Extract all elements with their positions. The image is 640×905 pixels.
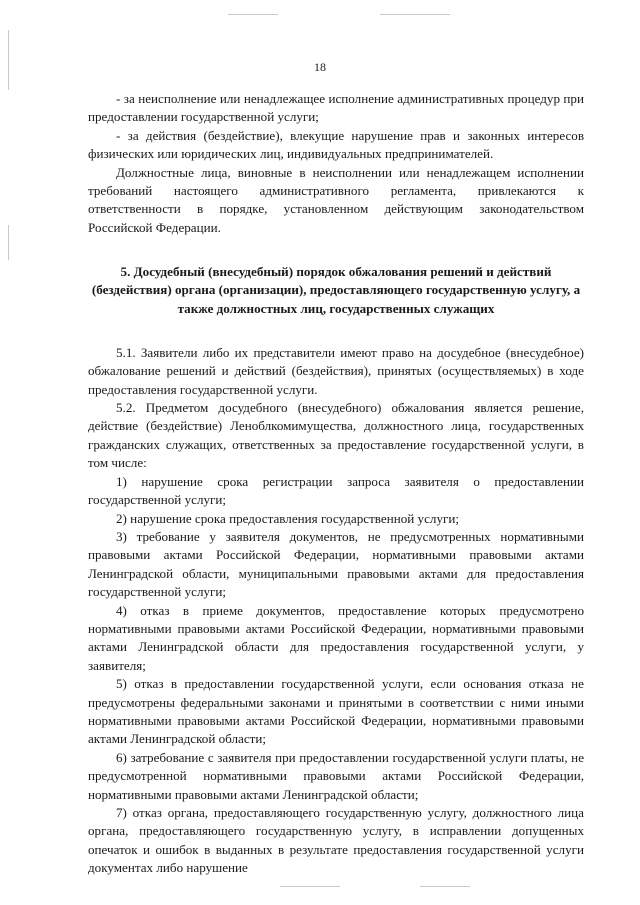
paragraph-5-1: 5.1. Заявители либо их представители имеют право на досудебное (внесудебное) обжалование решений и действий (бездействия), принятых (осуществляемых) в ходе предоставления государственной услуги.	[88, 344, 584, 397]
list-item-3: 3) требование у заявителя документов, не предусмотренных нормативными правовыми актами Российской Федерации, нормативными правовыми актами Ленинградской области, муниципальными правовыми актами для предоставления государственной услуги;	[88, 528, 584, 600]
list-item-1: 1) нарушение срока регистрации запроса заявителя о предоставлении государственной услуги;	[88, 473, 584, 508]
list-item-4: 4) отказ в приеме документов, предоставление которых предусмотрено нормативными правовыми актами Российской Федерации, нормативными правовыми актами Ленинградской области для предоставления государственной услуги, у заявителя;	[88, 602, 584, 673]
section-5-heading: 5. Досудебный (внесудебный) порядок обжалования решений и действий (бездействия) органа (организации), предоставляющего государственную услугу, а также должностных лиц, государственных служащих	[91, 264, 581, 316]
scan-edge-mark	[8, 225, 9, 260]
list-item-2: 2) нарушение срока предоставления государственной услуги;	[116, 510, 460, 526]
paragraph-liability-improper-execution: - за неисполнение или ненадлежащее исполнение административных процедур при предоставлении государственной услуги;	[88, 91, 584, 125]
paragraph-5-2: 5.2. Предметом досудебного (внесудебного) обжалования является решение, действие (бездействие) Леноблкомимущества, должностного лица, государственных гражданских служащих, ответственных за предоставление государственной услуги, в том числе:	[88, 400, 584, 471]
paragraph-officials-responsibility: Должностные лица, виновные в неисполнении или ненадлежащем исполнении требований настоящего административного регламента, привлекаются к ответственности в порядке, установленном действующим законодательством Российской Федерации.	[88, 164, 584, 235]
list-item-7: 7) отказ органа, предоставляющего государственную услугу, должностного лица органа, предоставляющего государственную услугу, в исправлении допущенных опечаток и ошибок в выданных в результате предоставления государственной услуги документах либо нарушение	[88, 805, 584, 876]
scan-edge-mark	[280, 886, 340, 887]
list-item-6: 6) затребование с заявителя при предоставлении государственной услуги платы, не предусмотренной нормативными правовыми актами Российской Федерации, нормативными правовыми актами Ленинградской области;	[88, 749, 584, 802]
scan-edge-mark	[380, 14, 450, 15]
scan-edge-mark	[228, 14, 278, 15]
scan-edge-mark	[420, 886, 470, 887]
page-number: 18	[314, 60, 326, 74]
document-body	[88, 90, 584, 878]
paragraph-liability-rights-violation: - за действия (бездействие), влекущие нарушение прав и законных интересов физических или юридических лиц, индивидуальных предпринимателей.	[88, 127, 584, 162]
list-item-5: 5) отказ в предоставлении государственной услуги, если основания отказа не предусмотрены федеральными законами и принятыми в соответствии с ними иными нормативными правовыми актами Российской Федерации, нормативными правовыми актами Ленинградской области;	[88, 676, 584, 747]
